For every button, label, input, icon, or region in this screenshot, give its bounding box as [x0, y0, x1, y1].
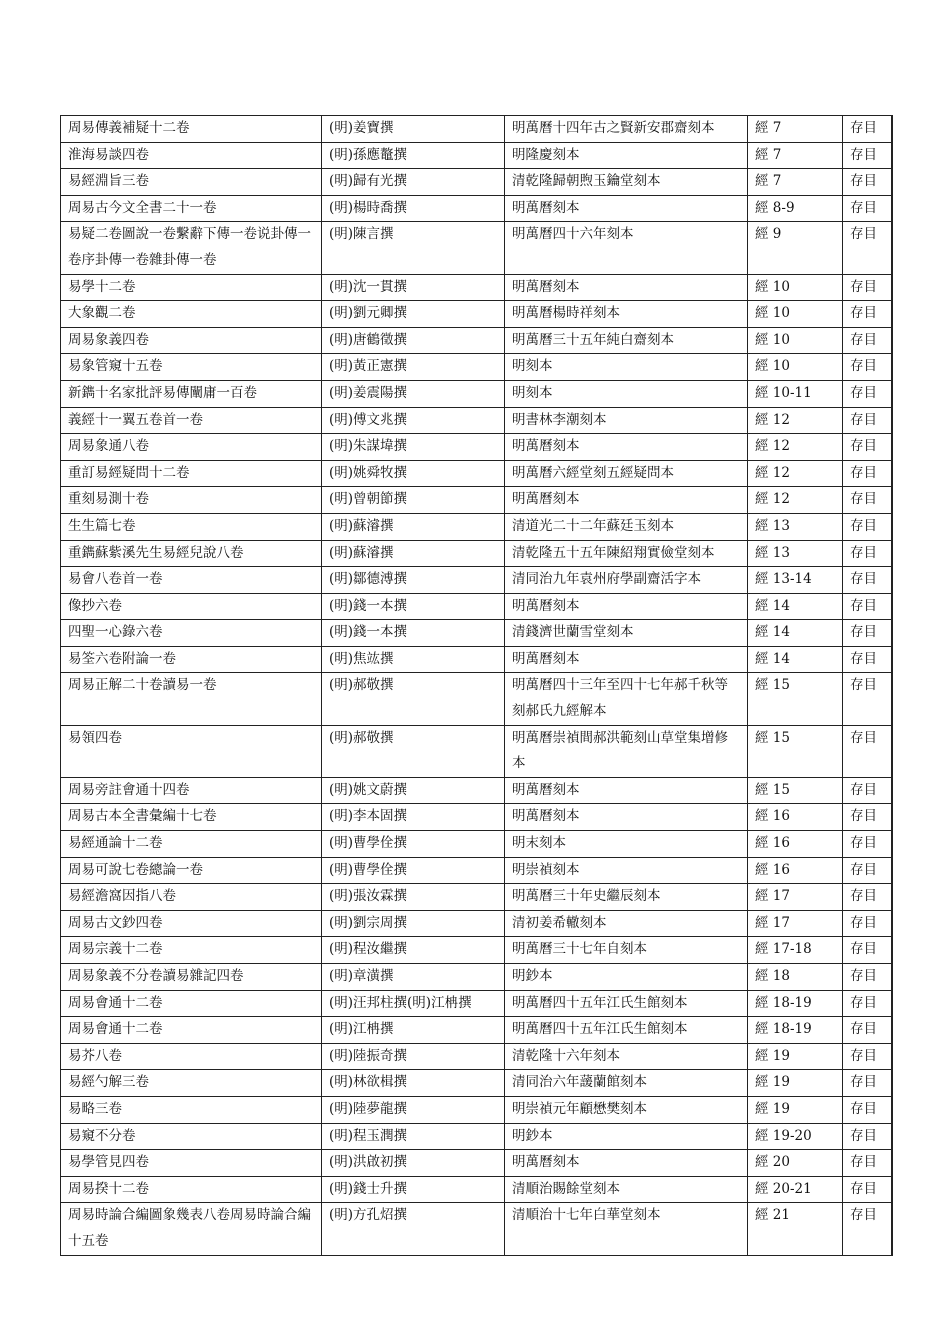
catalog-table-body: [61, 116, 892, 1256]
author-cell: (明)姜震陽撰: [322, 380, 505, 407]
volume-ref-cell: 經 13-14: [748, 567, 843, 594]
table-row: [61, 620, 892, 647]
book-title-cell: 易疑二卷圖說一卷繫辭下傳一卷说卦傳一卷序卦傳一卷雜卦傳一卷: [61, 222, 322, 274]
table-row: [61, 673, 892, 725]
author-cell: (明)陸振奇撰: [322, 1043, 505, 1070]
table-row: [61, 222, 892, 274]
edition-cell: 明刻本: [505, 354, 748, 381]
author-cell: (明)蘇濬撰: [322, 540, 505, 567]
author-cell: (明)錢一本撰: [322, 620, 505, 647]
volume-ref-cell: 經 12: [748, 434, 843, 461]
author-cell: (明)章潢撰: [322, 964, 505, 991]
status-cell: 存目: [843, 620, 892, 647]
author-cell: (明)姜寶撰: [322, 116, 505, 143]
edition-cell: 清乾隆十六年刻本: [505, 1043, 748, 1070]
book-title-cell: 周易象義不分卷讀易雜記四卷: [61, 964, 322, 991]
edition-cell: 明萬曆四十五年江氏生館刻本: [505, 1017, 748, 1044]
edition-cell: 清道光二十二年蘇廷玉刻本: [505, 513, 748, 540]
book-title-cell: 淮海易談四卷: [61, 142, 322, 169]
volume-ref-cell: 經 13: [748, 540, 843, 567]
table-row: [61, 513, 892, 540]
book-title-cell: 易經勺解三卷: [61, 1070, 322, 1097]
table-row: [61, 1096, 892, 1123]
author-cell: (明)沈一貫撰: [322, 274, 505, 301]
status-cell: 存目: [843, 1017, 892, 1044]
author-cell: (明)程汝繼撰: [322, 937, 505, 964]
status-cell: 存目: [843, 673, 892, 725]
edition-cell: 明鈔本: [505, 1123, 748, 1150]
status-cell: 存目: [843, 964, 892, 991]
edition-cell: 清順治賜餘堂刻本: [505, 1176, 748, 1203]
book-title-cell: 易芥八卷: [61, 1043, 322, 1070]
volume-ref-cell: 經 18-19: [748, 1017, 843, 1044]
status-cell: 存目: [843, 593, 892, 620]
status-cell: 存目: [843, 725, 892, 777]
author-cell: (明)錢一本撰: [322, 593, 505, 620]
book-title-cell: 易經澹窩因指八卷: [61, 884, 322, 911]
book-title-cell: 四聖一心錄六卷: [61, 620, 322, 647]
table-row: [61, 274, 892, 301]
status-cell: 存目: [843, 222, 892, 274]
edition-cell: 清順治十七年白華堂刻本: [505, 1203, 748, 1255]
edition-cell: 明萬曆刻本: [505, 1150, 748, 1177]
status-cell: 存目: [843, 142, 892, 169]
table-row: [61, 301, 892, 328]
author-cell: (明)陸夢龍撰: [322, 1096, 505, 1123]
status-cell: 存目: [843, 804, 892, 831]
book-title-cell: 周易正解二十卷讀易一卷: [61, 673, 322, 725]
edition-cell: 明萬曆六經堂刻五經疑問本: [505, 460, 748, 487]
edition-cell: 明萬曆十四年古之賢新安郡齋刻本: [505, 116, 748, 143]
status-cell: 存目: [843, 1123, 892, 1150]
table-row: [61, 116, 892, 143]
volume-ref-cell: 經 10-11: [748, 380, 843, 407]
edition-cell: 明萬曆三十年史繼辰刻本: [505, 884, 748, 911]
table-row: [61, 831, 892, 858]
status-cell: 存目: [843, 1043, 892, 1070]
book-title-cell: 周易宗義十二卷: [61, 937, 322, 964]
status-cell: 存目: [843, 487, 892, 514]
book-title-cell: 周易古今文全書二十一卷: [61, 195, 322, 222]
author-cell: (明)傅文兆撰: [322, 407, 505, 434]
status-cell: 存目: [843, 1203, 892, 1255]
author-cell: (明)姚文蔚撰: [322, 777, 505, 804]
volume-ref-cell: 經 12: [748, 487, 843, 514]
status-cell: 存目: [843, 116, 892, 143]
table-row: [61, 142, 892, 169]
status-cell: 存目: [843, 513, 892, 540]
book-title-cell: 周易揆十二卷: [61, 1176, 322, 1203]
table-row: [61, 1070, 892, 1097]
author-cell: (明)楊時喬撰: [322, 195, 505, 222]
status-cell: 存目: [843, 1096, 892, 1123]
table-row: [61, 1203, 892, 1255]
table-row: [61, 804, 892, 831]
status-cell: 存目: [843, 567, 892, 594]
table-row: [61, 910, 892, 937]
volume-ref-cell: 經 17: [748, 910, 843, 937]
edition-cell: 明鈔本: [505, 964, 748, 991]
table-row: [61, 1176, 892, 1203]
table-row: [61, 354, 892, 381]
edition-cell: 清乾隆歸朝煦玉鑰堂刻本: [505, 169, 748, 196]
volume-ref-cell: 經 7: [748, 142, 843, 169]
volume-ref-cell: 經 12: [748, 407, 843, 434]
status-cell: 存目: [843, 380, 892, 407]
book-title-cell: 易經淵旨三卷: [61, 169, 322, 196]
author-cell: (明)朱謀㙔撰: [322, 434, 505, 461]
edition-cell: 明萬曆四十三年至四十七年郝千秋等刻郝氏九經解本: [505, 673, 748, 725]
author-cell: (明)鄒德溥撰: [322, 567, 505, 594]
volume-ref-cell: 經 18-19: [748, 990, 843, 1017]
volume-ref-cell: 經 15: [748, 725, 843, 777]
book-title-cell: 易略三卷: [61, 1096, 322, 1123]
author-cell: (明)江柟撰: [322, 1017, 505, 1044]
author-cell: (明)曾朝節撰: [322, 487, 505, 514]
edition-cell: 明書林李潮刻本: [505, 407, 748, 434]
table-row: [61, 380, 892, 407]
author-cell: (明)郝敬撰: [322, 673, 505, 725]
status-cell: 存目: [843, 274, 892, 301]
book-title-cell: 周易會通十二卷: [61, 1017, 322, 1044]
edition-cell: 明崇禎刻本: [505, 857, 748, 884]
edition-cell: 明刻本: [505, 380, 748, 407]
author-cell: (明)劉元卿撰: [322, 301, 505, 328]
volume-ref-cell: 經 16: [748, 857, 843, 884]
volume-ref-cell: 經 7: [748, 169, 843, 196]
table-row: [61, 327, 892, 354]
table-row: [61, 857, 892, 884]
table-row: [61, 1017, 892, 1044]
edition-cell: 明萬曆三十七年自刻本: [505, 937, 748, 964]
status-cell: 存目: [843, 1070, 892, 1097]
edition-cell: 明萬曆刻本: [505, 777, 748, 804]
status-cell: 存目: [843, 407, 892, 434]
status-cell: 存目: [843, 910, 892, 937]
volume-ref-cell: 經 10: [748, 301, 843, 328]
book-title-cell: 易學十二卷: [61, 274, 322, 301]
book-title-cell: 易領四卷: [61, 725, 322, 777]
volume-ref-cell: 經 12: [748, 460, 843, 487]
volume-ref-cell: 經 20-21: [748, 1176, 843, 1203]
table-row: [61, 884, 892, 911]
status-cell: 存目: [843, 1150, 892, 1177]
table-row: [61, 964, 892, 991]
book-title-cell: 易會八卷首一卷: [61, 567, 322, 594]
volume-ref-cell: 經 14: [748, 646, 843, 673]
volume-ref-cell: 經 8-9: [748, 195, 843, 222]
author-cell: (明)錢士升撰: [322, 1176, 505, 1203]
author-cell: (明)方孔炤撰: [322, 1203, 505, 1255]
status-cell: 存目: [843, 195, 892, 222]
author-cell: (明)蘇濬撰: [322, 513, 505, 540]
volume-ref-cell: 經 15: [748, 673, 843, 725]
volume-ref-cell: 經 14: [748, 593, 843, 620]
book-title-cell: 重刻易測十卷: [61, 487, 322, 514]
book-title-cell: 周易古本全書彙編十七卷: [61, 804, 322, 831]
book-title-cell: 重鐫蘇紫溪先生易經兒說八卷: [61, 540, 322, 567]
author-cell: (明)歸有光撰: [322, 169, 505, 196]
status-cell: 存目: [843, 327, 892, 354]
edition-cell: 明萬曆刻本: [505, 434, 748, 461]
volume-ref-cell: 經 9: [748, 222, 843, 274]
book-title-cell: 周易象義四卷: [61, 327, 322, 354]
volume-ref-cell: 經 10: [748, 274, 843, 301]
book-title-cell: 周易古文鈔四卷: [61, 910, 322, 937]
table-row: [61, 567, 892, 594]
book-title-cell: 周易象通八卷: [61, 434, 322, 461]
edition-cell: 明崇禎元年顧懋樊刻本: [505, 1096, 748, 1123]
edition-cell: 明萬曆刻本: [505, 804, 748, 831]
status-cell: 存目: [843, 646, 892, 673]
book-title-cell: 易象管窺十五卷: [61, 354, 322, 381]
status-cell: 存目: [843, 884, 892, 911]
edition-cell: 清同治九年袁州府學副齋活字本: [505, 567, 748, 594]
author-cell: (明)曹學佺撰: [322, 857, 505, 884]
status-cell: 存目: [843, 857, 892, 884]
book-title-cell: 周易時論合編圖象幾表八卷周易時論合編十五卷: [61, 1203, 322, 1255]
status-cell: 存目: [843, 460, 892, 487]
status-cell: 存目: [843, 540, 892, 567]
table-row: [61, 937, 892, 964]
author-cell: (明)洪啟初撰: [322, 1150, 505, 1177]
volume-ref-cell: 經 13: [748, 513, 843, 540]
book-title-cell: 重訂易經疑問十二卷: [61, 460, 322, 487]
table-row: [61, 434, 892, 461]
table-row: [61, 540, 892, 567]
edition-cell: 明末刻本: [505, 831, 748, 858]
edition-cell: 明隆慶刻本: [505, 142, 748, 169]
edition-cell: 明萬曆刻本: [505, 274, 748, 301]
volume-ref-cell: 經 17-18: [748, 937, 843, 964]
table-row: [61, 1150, 892, 1177]
edition-cell: 明萬曆四十五年江氏生館刻本: [505, 990, 748, 1017]
author-cell: (明)唐鶴徵撰: [322, 327, 505, 354]
book-title-cell: 易學管見四卷: [61, 1150, 322, 1177]
status-cell: 存目: [843, 354, 892, 381]
edition-cell: 清同治六年蘐蘭館刻本: [505, 1070, 748, 1097]
author-cell: (明)李本固撰: [322, 804, 505, 831]
book-title-cell: 易窺不分卷: [61, 1123, 322, 1150]
volume-ref-cell: 經 16: [748, 804, 843, 831]
volume-ref-cell: 經 15: [748, 777, 843, 804]
book-title-cell: 生生篇七卷: [61, 513, 322, 540]
volume-ref-cell: 經 21: [748, 1203, 843, 1255]
author-cell: (明)姚舜牧撰: [322, 460, 505, 487]
book-title-cell: 易經通論十二卷: [61, 831, 322, 858]
status-cell: 存目: [843, 777, 892, 804]
volume-ref-cell: 經 16: [748, 831, 843, 858]
table-row: [61, 407, 892, 434]
table-row: [61, 725, 892, 777]
volume-ref-cell: 經 19-20: [748, 1123, 843, 1150]
volume-ref-cell: 經 10: [748, 354, 843, 381]
status-cell: 存目: [843, 937, 892, 964]
edition-cell: 明萬曆刻本: [505, 593, 748, 620]
book-title-cell: 周易會通十二卷: [61, 990, 322, 1017]
author-cell: (明)郝敬撰: [322, 725, 505, 777]
book-title-cell: 周易可說七卷總論一卷: [61, 857, 322, 884]
volume-ref-cell: 經 17: [748, 884, 843, 911]
status-cell: 存目: [843, 434, 892, 461]
table-row: [61, 169, 892, 196]
author-cell: (明)孫應鼇撰: [322, 142, 505, 169]
volume-ref-cell: 經 18: [748, 964, 843, 991]
status-cell: 存目: [843, 1176, 892, 1203]
catalog-table: [60, 115, 893, 1256]
book-title-cell: 像抄六卷: [61, 593, 322, 620]
volume-ref-cell: 經 19: [748, 1070, 843, 1097]
author-cell: (明)陳言撰: [322, 222, 505, 274]
author-cell: (明)林欲楫撰: [322, 1070, 505, 1097]
author-cell: (明)黃正憲撰: [322, 354, 505, 381]
volume-ref-cell: 經 20: [748, 1150, 843, 1177]
status-cell: 存目: [843, 831, 892, 858]
volume-ref-cell: 經 14: [748, 620, 843, 647]
volume-ref-cell: 經 19: [748, 1096, 843, 1123]
table-row: [61, 195, 892, 222]
table-row: [61, 1043, 892, 1070]
table-row: [61, 1123, 892, 1150]
book-title-cell: 周易傳義補疑十二卷: [61, 116, 322, 143]
edition-cell: 明萬曆刻本: [505, 646, 748, 673]
table-row: [61, 487, 892, 514]
edition-cell: 明萬曆三十五年純白齋刻本: [505, 327, 748, 354]
edition-cell: 明萬曆刻本: [505, 487, 748, 514]
table-row: [61, 777, 892, 804]
author-cell: (明)劉宗周撰: [322, 910, 505, 937]
table-row: [61, 460, 892, 487]
book-title-cell: 周易旁註會通十四卷: [61, 777, 322, 804]
author-cell: (明)焦竑撰: [322, 646, 505, 673]
volume-ref-cell: 經 7: [748, 116, 843, 143]
author-cell: (明)程玉潤撰: [322, 1123, 505, 1150]
status-cell: 存目: [843, 169, 892, 196]
status-cell: 存目: [843, 301, 892, 328]
book-title-cell: 易筌六卷附論一卷: [61, 646, 322, 673]
edition-cell: 清錢濟世蘭雪堂刻本: [505, 620, 748, 647]
author-cell: (明)張汝霖撰: [322, 884, 505, 911]
status-cell: 存目: [843, 990, 892, 1017]
edition-cell: 明萬曆楊時祥刻本: [505, 301, 748, 328]
table-row: [61, 593, 892, 620]
table-row: [61, 990, 892, 1017]
book-title-cell: 義經十一翼五卷首一卷: [61, 407, 322, 434]
volume-ref-cell: 經 10: [748, 327, 843, 354]
book-title-cell: 大象觀二卷: [61, 301, 322, 328]
edition-cell: 明萬曆刻本: [505, 195, 748, 222]
table-row: [61, 646, 892, 673]
author-cell: (明)汪邦柱撰(明)江柟撰: [322, 990, 505, 1017]
edition-cell: 明萬曆四十六年刻本: [505, 222, 748, 274]
edition-cell: 清乾隆五十五年陳紹翔實儉堂刻本: [505, 540, 748, 567]
book-title-cell: 新鐫十名家批評易傳闡庸一百卷: [61, 380, 322, 407]
volume-ref-cell: 經 19: [748, 1043, 843, 1070]
author-cell: (明)曹學佺撰: [322, 831, 505, 858]
edition-cell: 明萬曆崇禎間郝洪範刻山草堂集增修本: [505, 725, 748, 777]
edition-cell: 清初姜希轍刻本: [505, 910, 748, 937]
